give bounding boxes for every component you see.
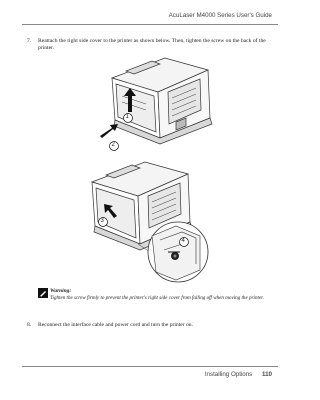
callout-2: 2 [111,142,115,148]
warning-text: Tighten the screw firmly to prevent the printer's right side cover from falling off when moving the printer. [50,295,264,301]
callout-4: 4 [181,238,185,244]
callout-1: 1 [125,114,129,120]
callout-3: 3 [100,218,104,224]
footer-section: Installing Options [204,371,253,378]
running-footer [205,371,272,378]
running-header: AcuLaser M4000 Series User's Guide [168,12,272,19]
step-text: Reattach the right side cover to the printer as shown below. Then, tighten the screw on the back of the printer. [38,38,266,52]
step-number: 7. [27,38,32,44]
step-text: Reconnect the interface cable and power cord and turn the printer on. [38,322,194,328]
warning-pencil-icon [38,288,48,298]
footer-rule [22,366,278,367]
warning-title: Warning: [50,288,72,294]
step-number: 8. [27,322,32,328]
page-number: 110 [262,371,272,378]
